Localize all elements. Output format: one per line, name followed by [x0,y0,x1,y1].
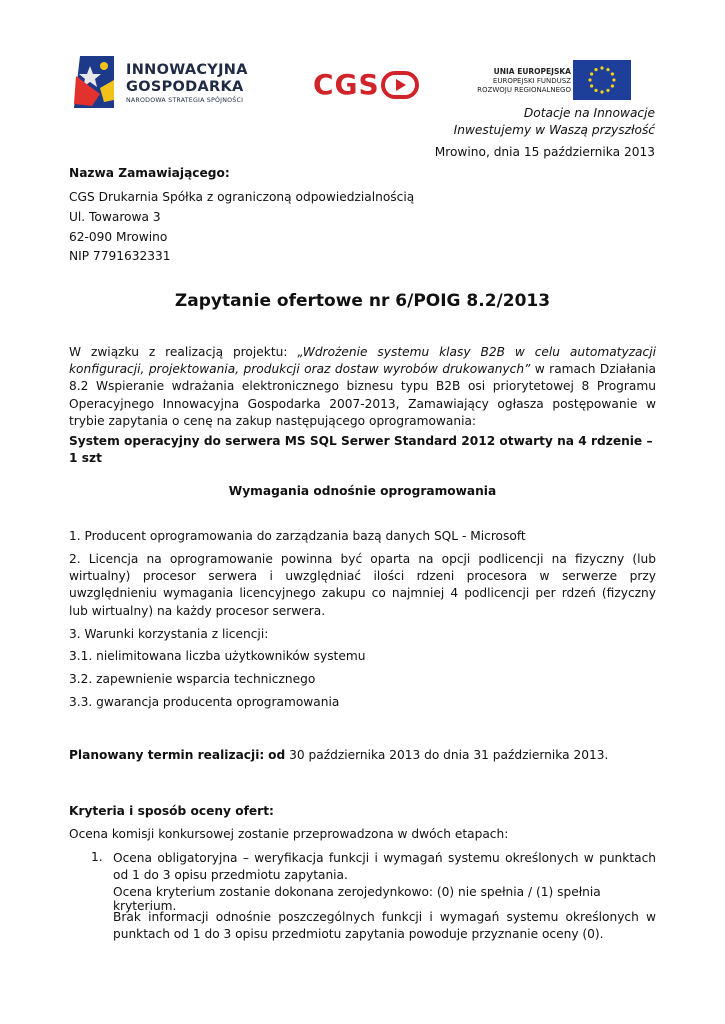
client-street: Ul. Towarowa 3 [69,210,161,224]
eu-flag-icon [573,60,631,100]
intro-text-b: w ramach Działania 8.2 Wspieranie wdrażania elektronicznego biznesu typu B2B osi priorytetowej 8 Programu Operacyjnego Innowacyjna Gospodarka 2007-2013, Zamawiający ogłasza postępowanie w trybie zapytania o cenę na zakup następującego oprogramowania: [69,362,656,428]
criteria-intro: Ocena komisji konkursowej zostanie przeprowadzona w dwóch etapach: [69,827,509,841]
ig-line2: GOSPODARKA [126,79,244,95]
innowacyjna-gospodarka-logo [70,50,270,110]
schedule-line [69,747,656,764]
intro-text-a: W związku z realizacją projektu: [69,345,298,359]
ig-line1: INNOWACYJNA [126,62,248,78]
requirement-1: 1. Producent oprogramowania do zarządzania bazą danych SQL - Microsoft [69,529,526,543]
ig-star-mark-icon [70,52,118,108]
criteria-item-1-text: Ocena obligatoryjna – weryfikacja funkcji i wymagań systemu określonych w punktach od 1 do 3 opisu przedmiotu zapytania. [113,851,656,882]
requirement-3-2: 3.2. zapewnienie wsparcia technicznego [69,672,316,686]
eu-line2: EUROPEJSKI FUNDUSZ [492,77,571,85]
motto-line2: Inwestujemy w Waszą przyszłość [453,123,655,137]
cgs-logo [313,68,423,102]
criteria-item-1-number: 1. [91,850,103,864]
document-date: Mrowino, dnia 15 października 2013 [434,145,655,159]
schedule-label: Planowany termin realizacji: [69,748,265,762]
client-nip: NIP 7791632331 [69,249,171,263]
client-label: Nazwa Zamawiającego: [69,166,230,180]
criteria-item-1-missing-info: Brak informacji odnośnie poszczególnych funkcji i wymagań systemu określonych w punktach od 1 do 3 opisu przedmiotu zapytania powoduje przyznanie oceny (0). [113,910,656,941]
criteria-item-1-scoring: Ocena kryterium zostanie dokonana zerojedynkowo: (0) nie spełnia / (1) spełnia kryterium. [113,885,601,913]
eu-line3: ROZWOJU REGIONALNEGO [477,86,571,94]
ig-line3: NARODOWA STRATEGIA SPÓJNOŚCI [126,97,244,104]
criteria-heading: Kryteria i sposób oceny ofert: [69,804,274,818]
requirement-3: 3. Warunki korzystania z licencji: [69,627,269,641]
requirement-2: 2. Licencja na oprogramowanie powinna być oparta na opcji podlicencji na fizyczny (lub wirtualny) procesor serwera i uwzględniać ilości rdzeni procesora w serwerze przy uwzględnieniu wymagania licencyjnego zakupu co najmniej 4 podlicencji per rdzeń (fizyczny lub wirtualny) na każdy procesor serwera. [69,552,656,618]
eu-line1: UNIA EUROPEJSKA [493,67,571,76]
motto-line1: Dotacje na Innowacje [523,106,655,120]
intro-paragraph [69,344,656,430]
intro-project-name: „Wdrożenie systemu klasy B2B w celu automatyzacji konfiguracji, projektowania, produkcji oraz dostaw wyrobów drukowanych” [69,345,657,377]
requirement-3-3: 3.3. gwarancja producenta oprogramowania [69,695,340,709]
cgs-play-icon [381,71,419,99]
schedule-text: 30 października 2013 do dnia 31 października 2013. [285,748,609,762]
client-name: CGS Drukarnia Spółka z ograniczoną odpowiedzialnością [69,190,415,204]
cgs-logo-text: CGS [313,68,380,101]
schedule-od: od [268,748,286,762]
requirements-heading: Wymagania odnośnie oprogramowania [228,484,497,498]
eu-logo [470,60,635,104]
product-line: System operacyjny do serwera MS SQL Serwer Standard 2012 otwarty na 4 rdzenie – 1 szt [69,434,653,466]
requirement-3-1: 3.1. nielimitowana liczba użytkowników systemu [69,649,366,663]
client-city: 62-090 Mrowino [69,230,168,244]
page-title: Zapytanie ofertowe nr 6/POIG 8.2/2013 [174,291,551,311]
